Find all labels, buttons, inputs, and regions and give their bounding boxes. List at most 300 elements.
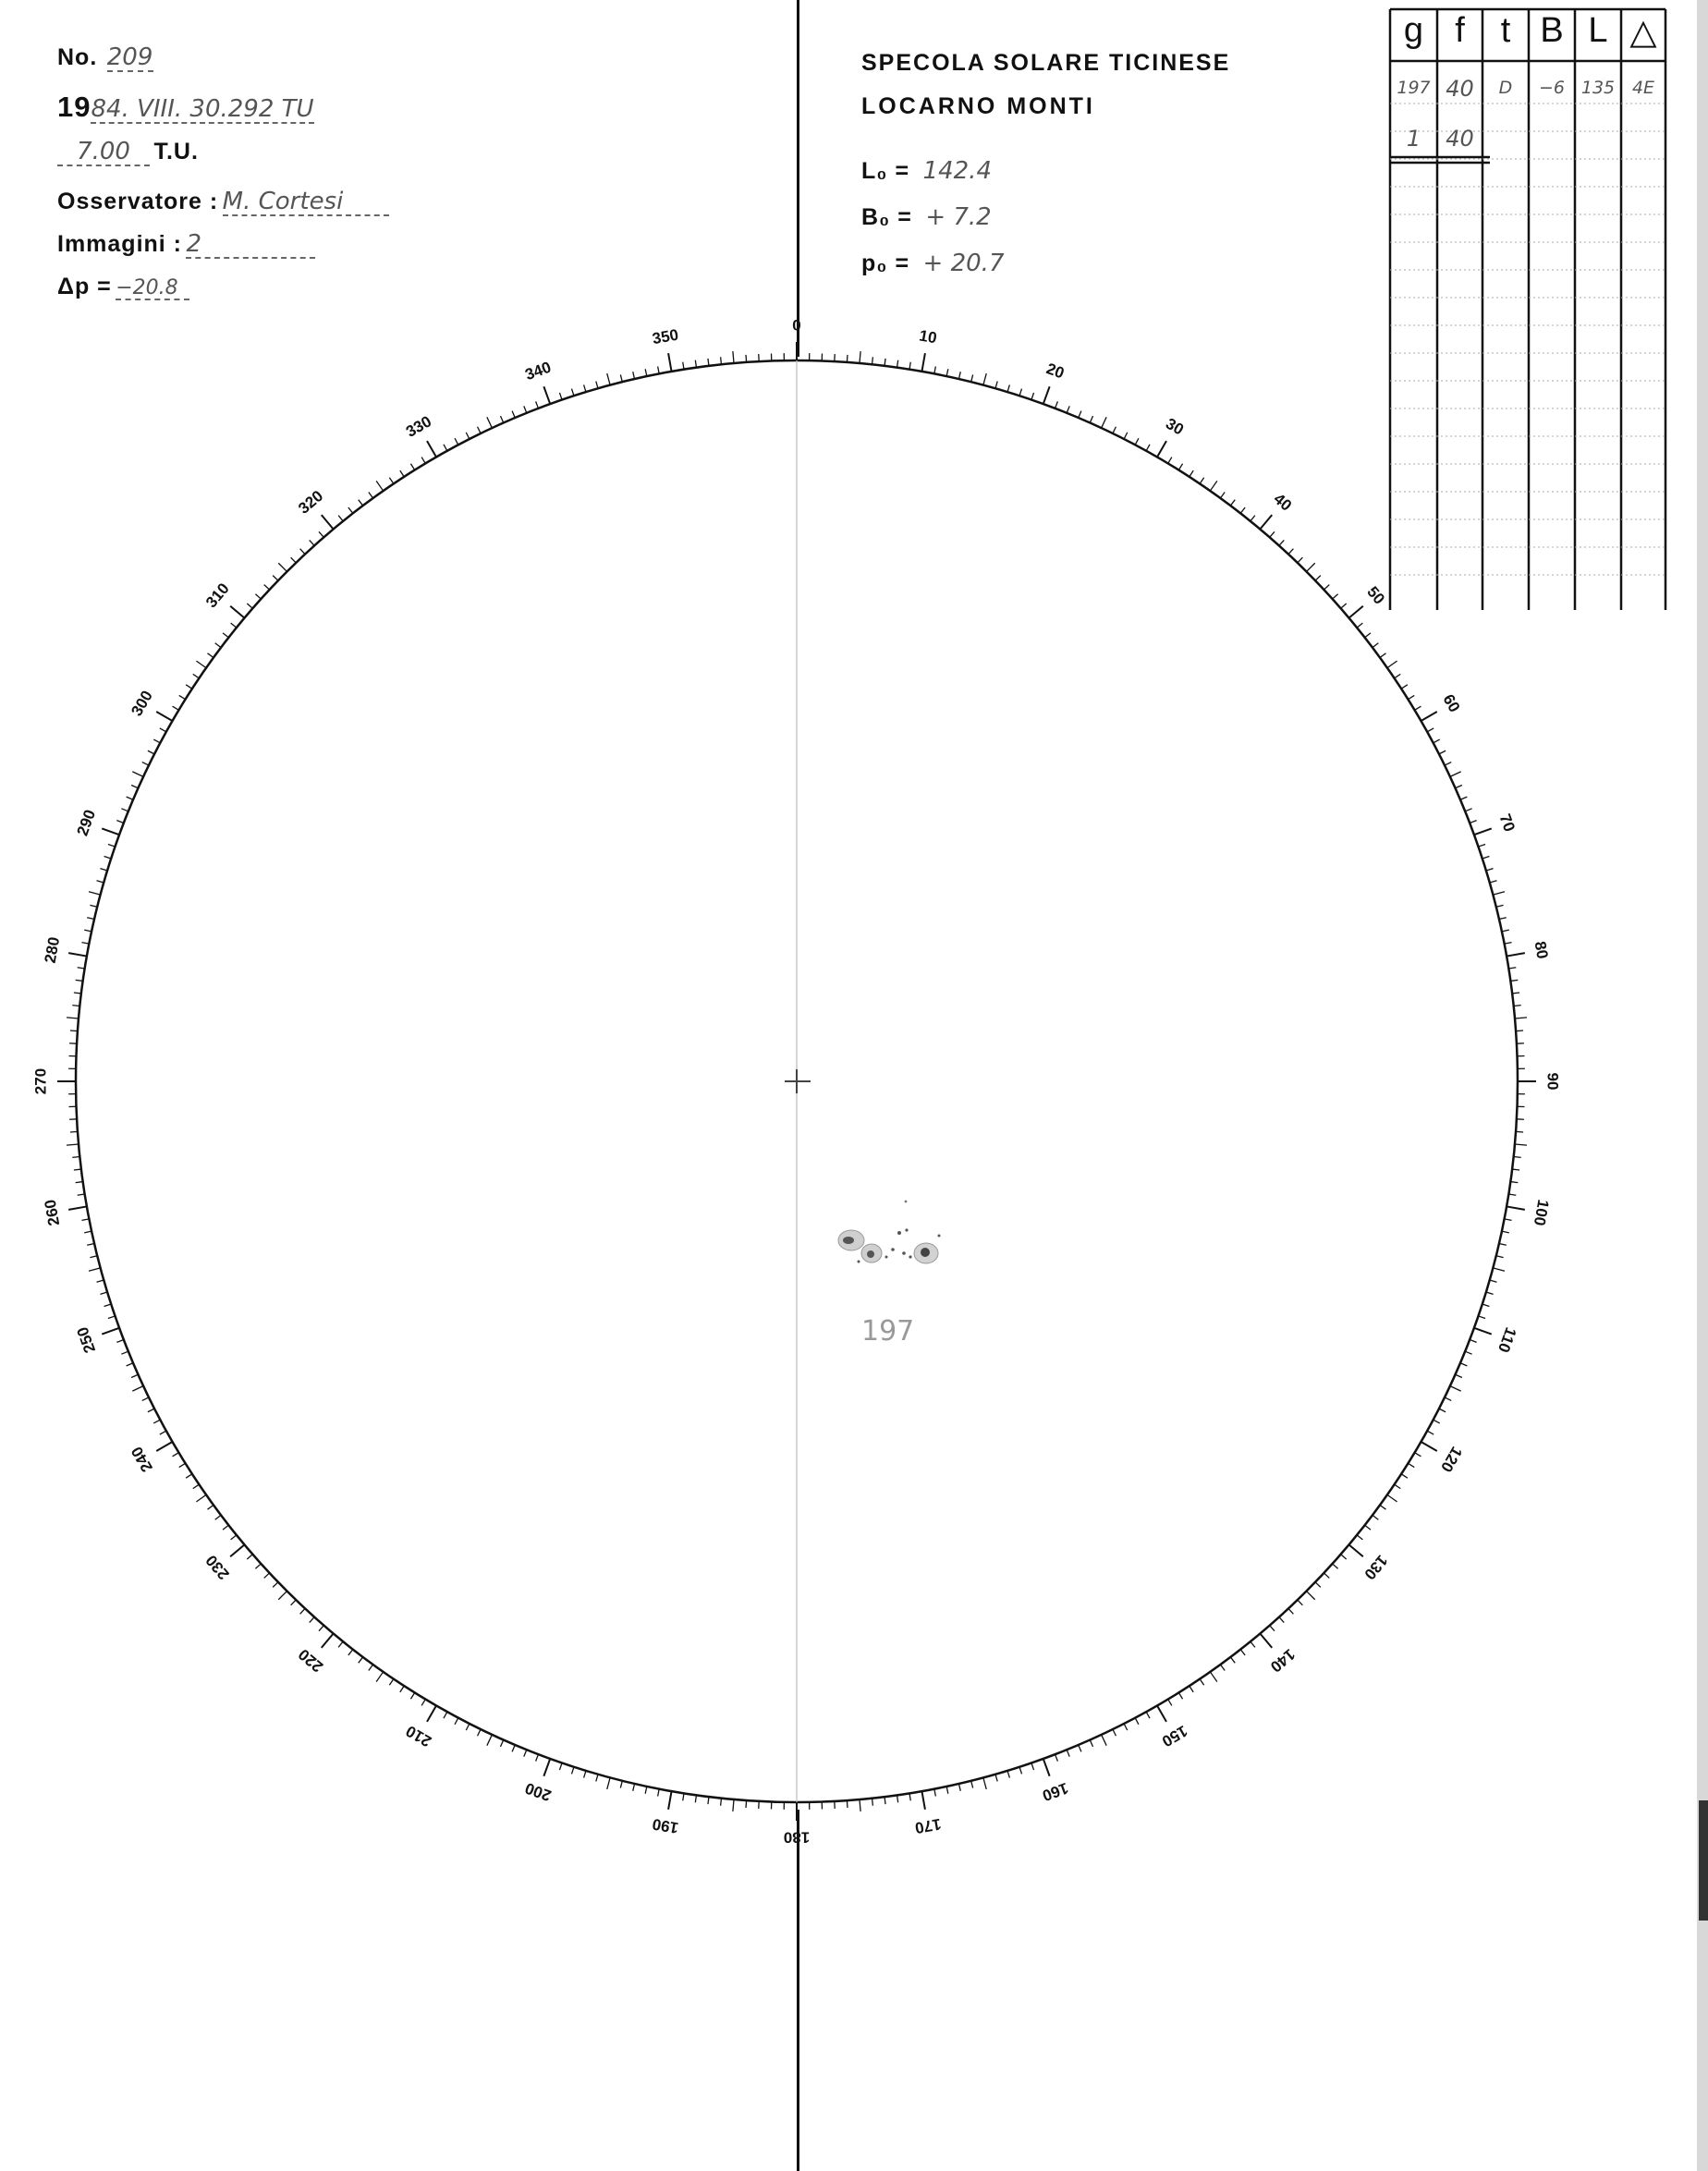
scale-label: 70 bbox=[1495, 811, 1519, 835]
scale-tick bbox=[1333, 1564, 1338, 1568]
scale-tick bbox=[543, 386, 550, 404]
scale-tick bbox=[1357, 623, 1362, 628]
scale-tick bbox=[1210, 1672, 1216, 1682]
scale-tick bbox=[74, 1169, 81, 1170]
scale-tick bbox=[708, 1797, 709, 1804]
scale-tick bbox=[156, 1442, 172, 1451]
scale-tick bbox=[207, 1505, 213, 1509]
scale-tick bbox=[524, 1750, 527, 1756]
scale-label: 290 bbox=[73, 807, 100, 838]
scale-tick bbox=[1007, 1771, 1009, 1778]
scale-tick bbox=[376, 481, 383, 491]
scale-tick bbox=[230, 1544, 244, 1556]
scale-tick bbox=[1279, 1617, 1284, 1623]
scale-tick bbox=[78, 1194, 85, 1195]
scale-tick bbox=[148, 750, 154, 754]
table-cell: D bbox=[1498, 78, 1513, 98]
scale-tick bbox=[247, 604, 252, 608]
scale-tick bbox=[81, 1219, 89, 1221]
scale-tick bbox=[1146, 1712, 1150, 1718]
table-cell: −6 bbox=[1538, 78, 1565, 98]
scale-tick bbox=[121, 1351, 128, 1354]
scale-tick bbox=[971, 1781, 973, 1788]
scale-tick bbox=[1486, 869, 1494, 871]
scale-tick bbox=[1146, 445, 1150, 451]
scale-tick bbox=[108, 1316, 116, 1319]
scale-tick bbox=[946, 369, 948, 376]
scale-tick bbox=[633, 1784, 635, 1791]
scale-tick bbox=[97, 1280, 104, 1282]
scale-tick bbox=[1460, 1363, 1467, 1366]
images-label: Immagini : bbox=[57, 231, 183, 257]
scale-tick bbox=[668, 1791, 671, 1810]
scale-tick bbox=[1512, 993, 1519, 994]
scale-label: 270 bbox=[31, 1067, 50, 1095]
scale-tick bbox=[1055, 1754, 1058, 1761]
scale-tick bbox=[1365, 1525, 1371, 1530]
scale-label: 60 bbox=[1439, 691, 1464, 715]
scale-tick bbox=[87, 1243, 94, 1245]
scale-tick bbox=[215, 1515, 221, 1519]
observatory-name: SPECOLA SOLARE TICINESE bbox=[861, 50, 1231, 76]
scale-label: 350 bbox=[651, 325, 680, 348]
scale-tick bbox=[958, 372, 960, 379]
scale-tick bbox=[983, 1777, 986, 1789]
scale-tick bbox=[909, 362, 910, 370]
observer-value: M. Cortesi bbox=[223, 189, 389, 216]
scale-tick bbox=[81, 943, 89, 945]
scale-tick bbox=[1200, 478, 1203, 484]
scale-tick bbox=[67, 1144, 79, 1145]
scale-tick bbox=[1288, 1608, 1293, 1614]
scale-tick bbox=[84, 1231, 92, 1233]
scale-tick bbox=[1502, 1231, 1509, 1233]
scale-tick bbox=[607, 1777, 610, 1789]
scale-label: 180 bbox=[783, 1828, 811, 1847]
scale-tick bbox=[1395, 674, 1401, 677]
scale-tick bbox=[196, 1494, 206, 1501]
scale-label: 230 bbox=[201, 1551, 233, 1583]
scale-label: 140 bbox=[1266, 1645, 1299, 1677]
scale-tick bbox=[300, 1608, 305, 1614]
scale-tick bbox=[322, 1634, 334, 1648]
scale-tick bbox=[921, 1791, 924, 1810]
scale-tick bbox=[1507, 1206, 1525, 1209]
scale-tick bbox=[559, 393, 562, 400]
scale-tick bbox=[1401, 685, 1408, 689]
scale-label: 210 bbox=[402, 1722, 435, 1750]
scale-tick bbox=[1250, 1641, 1255, 1647]
scale-tick bbox=[645, 369, 647, 376]
scale-tick bbox=[607, 373, 610, 385]
scale-tick bbox=[1157, 1705, 1166, 1721]
scale-tick bbox=[1357, 1535, 1362, 1540]
scale-tick bbox=[427, 441, 436, 457]
scale-tick bbox=[104, 856, 112, 858]
scale-tick bbox=[1372, 1515, 1378, 1519]
scale-label: 320 bbox=[295, 486, 327, 518]
scale-tick bbox=[1288, 549, 1293, 555]
scale-tick bbox=[1505, 943, 1512, 945]
table-header-L: L bbox=[1588, 11, 1608, 50]
scale-tick bbox=[695, 360, 696, 368]
scale-tick bbox=[1157, 441, 1166, 457]
scale-tick bbox=[1019, 1767, 1021, 1775]
scale-tick bbox=[478, 1729, 482, 1736]
scale-tick bbox=[658, 1789, 660, 1797]
scale-tick bbox=[512, 411, 515, 418]
scale-tick bbox=[934, 1789, 936, 1797]
sunspot-group-label: 197 bbox=[861, 1315, 915, 1348]
scale-tick bbox=[231, 1535, 237, 1540]
scale-tick bbox=[1031, 1763, 1034, 1771]
scale-tick bbox=[410, 1692, 414, 1699]
scale-tick bbox=[934, 366, 936, 373]
scale-tick bbox=[173, 1453, 179, 1457]
scale-tick bbox=[1421, 712, 1436, 721]
scale-tick bbox=[1031, 393, 1034, 400]
scale-tick bbox=[1270, 1626, 1275, 1631]
scale-tick bbox=[1445, 762, 1451, 766]
scale-tick bbox=[196, 661, 206, 667]
scale-tick bbox=[319, 1626, 323, 1631]
scale-tick bbox=[1043, 386, 1050, 404]
scale-tick bbox=[76, 1182, 83, 1183]
scale-tick bbox=[633, 372, 635, 379]
scale-tick bbox=[1210, 481, 1216, 491]
scale-tick bbox=[1135, 438, 1139, 445]
scale-tick bbox=[1067, 406, 1069, 412]
time-unit: T.U. bbox=[153, 139, 199, 165]
scale-tick bbox=[1450, 1386, 1461, 1391]
time-value: 7.00 bbox=[57, 140, 150, 166]
scale-tick bbox=[153, 739, 160, 743]
scale-tick bbox=[847, 355, 848, 362]
scale-tick bbox=[1124, 433, 1128, 439]
P0-value: + 20.7 bbox=[922, 250, 1005, 277]
scale-tick bbox=[376, 1672, 383, 1682]
scale-tick bbox=[369, 492, 373, 497]
scale-tick bbox=[156, 712, 172, 721]
scale-tick bbox=[104, 1304, 112, 1306]
scale-tick bbox=[1178, 1692, 1182, 1699]
scale-tick bbox=[1496, 1256, 1504, 1258]
date-prefix: 19 bbox=[57, 91, 92, 123]
scale-tick bbox=[1190, 470, 1193, 477]
scale-tick bbox=[1456, 785, 1462, 787]
scale-tick bbox=[733, 351, 734, 363]
scale-tick bbox=[897, 360, 898, 368]
scale-tick bbox=[695, 1795, 696, 1802]
table-header-f: f bbox=[1455, 11, 1465, 50]
scale-tick bbox=[121, 809, 128, 811]
scale-tick bbox=[338, 1641, 343, 1647]
scale-tick bbox=[264, 585, 270, 590]
scale-tick bbox=[410, 464, 414, 470]
scale-tick bbox=[1387, 1494, 1397, 1501]
scale-tick bbox=[153, 1420, 160, 1423]
number-value: 209 bbox=[106, 43, 153, 71]
scale-label: 340 bbox=[522, 358, 554, 384]
scale-tick bbox=[87, 918, 94, 920]
scale-tick bbox=[1465, 809, 1471, 811]
scale-tick bbox=[1324, 585, 1329, 590]
scale-tick bbox=[1102, 1735, 1106, 1746]
scale-tick bbox=[1415, 1453, 1421, 1457]
scale-tick bbox=[708, 359, 709, 366]
scale-tick bbox=[487, 1735, 492, 1746]
scale-tick bbox=[1387, 661, 1397, 667]
scale-tick bbox=[455, 438, 458, 445]
observatory-location: LOCARNO MONTI bbox=[861, 93, 1095, 119]
table-header-B: B bbox=[1540, 11, 1564, 50]
scale-tick bbox=[1516, 1131, 1523, 1132]
scale-tick bbox=[1341, 1555, 1347, 1559]
scale-tick bbox=[1408, 1463, 1414, 1467]
scale-tick bbox=[512, 1745, 515, 1751]
scale-tick bbox=[369, 1665, 373, 1670]
date-value: 84. VIII. 30.292 TU bbox=[91, 95, 314, 123]
scale-label: 40 bbox=[1270, 490, 1296, 515]
scale-tick bbox=[1324, 1573, 1329, 1578]
scale-tick bbox=[348, 1650, 353, 1655]
scale-tick bbox=[160, 1431, 166, 1434]
scale-tick bbox=[132, 1386, 143, 1391]
scale-label: 90 bbox=[1543, 1072, 1562, 1091]
scale-tick bbox=[273, 1582, 278, 1588]
L0-value: 142.4 bbox=[922, 157, 992, 185]
scale-tick bbox=[1315, 576, 1321, 581]
scale-tick bbox=[1502, 930, 1509, 932]
scale-tick bbox=[72, 1157, 79, 1158]
scale-tick bbox=[1510, 1182, 1518, 1183]
scale-tick bbox=[68, 1206, 87, 1209]
table-cell: 40 bbox=[1446, 126, 1474, 152]
scale-tick bbox=[584, 384, 586, 392]
scale-tick bbox=[1349, 606, 1363, 618]
scale-label: 310 bbox=[201, 579, 233, 612]
scale-tick bbox=[1190, 1686, 1193, 1692]
scale-tick bbox=[100, 869, 107, 871]
table-cell: 197 bbox=[1397, 78, 1431, 98]
scale-label: 150 bbox=[1158, 1722, 1191, 1750]
scale-tick bbox=[1486, 1292, 1494, 1294]
scale-tick bbox=[1510, 980, 1518, 981]
scale-tick bbox=[1220, 1665, 1225, 1670]
scale-tick bbox=[1456, 1374, 1462, 1377]
scale-tick bbox=[1307, 563, 1315, 571]
scale-tick bbox=[322, 515, 334, 529]
table-cell: 135 bbox=[1580, 78, 1616, 98]
scale-tick bbox=[1135, 1718, 1139, 1725]
scale-tick bbox=[1499, 918, 1507, 920]
scale-tick bbox=[1200, 1679, 1203, 1686]
scale-label: 130 bbox=[1360, 1551, 1392, 1583]
scale-tick bbox=[571, 389, 573, 396]
scale-tick bbox=[300, 549, 305, 555]
scale-tick bbox=[596, 382, 598, 389]
scale-tick bbox=[478, 427, 482, 433]
scale-tick bbox=[897, 1795, 898, 1802]
scale-tick bbox=[427, 1705, 436, 1721]
scale-tick bbox=[1395, 1484, 1401, 1488]
scale-tick bbox=[487, 417, 492, 428]
scale-tick bbox=[1043, 1759, 1050, 1776]
scale-tick bbox=[400, 470, 404, 477]
scale-tick bbox=[1019, 389, 1021, 396]
scale-tick bbox=[1090, 1740, 1092, 1747]
scale-tick bbox=[173, 706, 179, 710]
scale-tick bbox=[1434, 1420, 1440, 1423]
scale-tick bbox=[1499, 1243, 1507, 1245]
scale-label: 30 bbox=[1163, 414, 1187, 439]
scale-tick bbox=[1445, 1397, 1451, 1401]
scale-label: 280 bbox=[41, 935, 64, 965]
scale-label: 0 bbox=[792, 316, 801, 335]
scale-tick bbox=[1178, 464, 1182, 470]
scale-tick bbox=[1512, 1169, 1519, 1170]
scale-tick bbox=[872, 357, 873, 364]
scale-tick bbox=[70, 1131, 78, 1132]
scale-tick bbox=[1401, 1474, 1408, 1478]
scale-tick bbox=[1315, 1582, 1321, 1588]
scale-tick bbox=[746, 1800, 747, 1808]
delta-p-value: −20.8 bbox=[116, 277, 189, 300]
scale-tick bbox=[1465, 1351, 1471, 1354]
scale-tick bbox=[74, 993, 81, 994]
scale-tick bbox=[536, 401, 539, 408]
scale-tick bbox=[100, 1292, 107, 1294]
scale-tick bbox=[958, 1784, 960, 1791]
scale-tick bbox=[90, 905, 97, 907]
scale-tick bbox=[102, 828, 119, 835]
scale-tick bbox=[310, 540, 314, 545]
scale-tick bbox=[596, 1775, 598, 1782]
scale-tick bbox=[995, 1775, 997, 1782]
scale-label: 10 bbox=[918, 326, 939, 348]
scale-tick bbox=[193, 674, 200, 677]
scale-tick bbox=[884, 359, 885, 366]
scale-tick bbox=[148, 1409, 154, 1412]
scale-tick bbox=[215, 643, 221, 648]
scale-tick bbox=[847, 1800, 848, 1808]
scale-tick bbox=[89, 892, 101, 895]
scale-tick bbox=[1515, 1144, 1527, 1145]
scale-tick bbox=[1055, 401, 1058, 408]
scale-tick bbox=[1434, 739, 1440, 743]
scale-tick bbox=[1427, 728, 1434, 732]
scale-tick bbox=[1168, 457, 1172, 464]
scale-tick bbox=[116, 821, 123, 823]
scale-tick bbox=[500, 1740, 503, 1747]
scale-tick bbox=[1113, 427, 1116, 433]
scale-tick bbox=[620, 374, 622, 382]
scale-tick bbox=[179, 695, 186, 699]
scale-tick bbox=[1514, 1157, 1521, 1158]
scale-tick bbox=[645, 1787, 647, 1794]
scale-tick bbox=[90, 1256, 97, 1258]
scale-tick bbox=[721, 357, 722, 364]
scale-tick bbox=[466, 1724, 470, 1730]
sunspot-group-197 bbox=[838, 1201, 941, 1263]
scale-tick bbox=[455, 1718, 458, 1725]
scale-tick bbox=[1365, 633, 1371, 638]
scale-tick bbox=[255, 1564, 261, 1568]
scale-label: 20 bbox=[1043, 360, 1067, 383]
scale-tick bbox=[186, 685, 192, 689]
scale-label: 80 bbox=[1531, 939, 1552, 960]
scale-tick bbox=[68, 953, 87, 956]
scale-tick bbox=[223, 633, 228, 638]
scale-label: 190 bbox=[651, 1814, 680, 1837]
scale-tick bbox=[1493, 1268, 1505, 1271]
scale-tick bbox=[102, 1328, 119, 1335]
scale-tick bbox=[1124, 1724, 1128, 1730]
scale-tick bbox=[746, 355, 747, 362]
delta-p-label: Δp = bbox=[57, 274, 112, 299]
scale-tick bbox=[319, 531, 323, 537]
scale-tick bbox=[84, 930, 92, 932]
scale-tick bbox=[359, 1657, 363, 1663]
scale-tick bbox=[1470, 821, 1476, 823]
scale-tick bbox=[1439, 750, 1446, 754]
scale-tick bbox=[971, 374, 973, 382]
scale-tick bbox=[1505, 1219, 1512, 1221]
scale-tick bbox=[1479, 844, 1486, 847]
scale-label: 240 bbox=[128, 1443, 156, 1476]
scale-tick bbox=[1168, 1700, 1172, 1706]
scale-tick bbox=[1279, 540, 1284, 545]
scale-tick bbox=[278, 1592, 287, 1600]
scale-label: 120 bbox=[1437, 1443, 1466, 1476]
scale-tick bbox=[132, 772, 143, 776]
scale-tick bbox=[1460, 797, 1467, 799]
scale-tick bbox=[1240, 1650, 1245, 1655]
scale-tick bbox=[683, 362, 684, 370]
scale-tick bbox=[1260, 1634, 1272, 1648]
scale-tick bbox=[500, 416, 503, 422]
scale-tick bbox=[179, 1463, 186, 1467]
scale-tick bbox=[278, 563, 287, 571]
scale-tick bbox=[995, 382, 997, 389]
scale-tick bbox=[421, 1700, 425, 1706]
scale-label: 110 bbox=[1494, 1324, 1520, 1355]
scale-tick bbox=[444, 445, 447, 451]
scale-tick bbox=[1067, 1750, 1069, 1756]
scale-tick bbox=[1408, 695, 1414, 699]
scale-tick bbox=[116, 1340, 123, 1343]
scale-tick bbox=[1333, 594, 1338, 599]
scale-tick bbox=[89, 1268, 101, 1271]
scale-tick bbox=[620, 1781, 622, 1788]
scale-tick bbox=[884, 1797, 885, 1804]
scale-tick bbox=[127, 1363, 133, 1366]
scale-tick bbox=[1380, 1505, 1385, 1509]
scale-tick bbox=[1474, 828, 1492, 835]
table-header-delta: △ bbox=[1629, 13, 1657, 52]
scale-tick bbox=[983, 373, 986, 385]
scale-tick bbox=[231, 623, 237, 628]
scale-tick bbox=[1439, 1409, 1446, 1412]
table-cell: 4E bbox=[1631, 78, 1655, 98]
scale-tick bbox=[1479, 1316, 1486, 1319]
scale-label: 50 bbox=[1363, 582, 1388, 608]
scale-tick bbox=[223, 1525, 228, 1530]
B0-value: + 7.2 bbox=[925, 203, 992, 231]
scale-tick bbox=[359, 500, 363, 506]
scale-tick bbox=[389, 1679, 393, 1686]
scale-tick bbox=[1474, 1328, 1492, 1335]
